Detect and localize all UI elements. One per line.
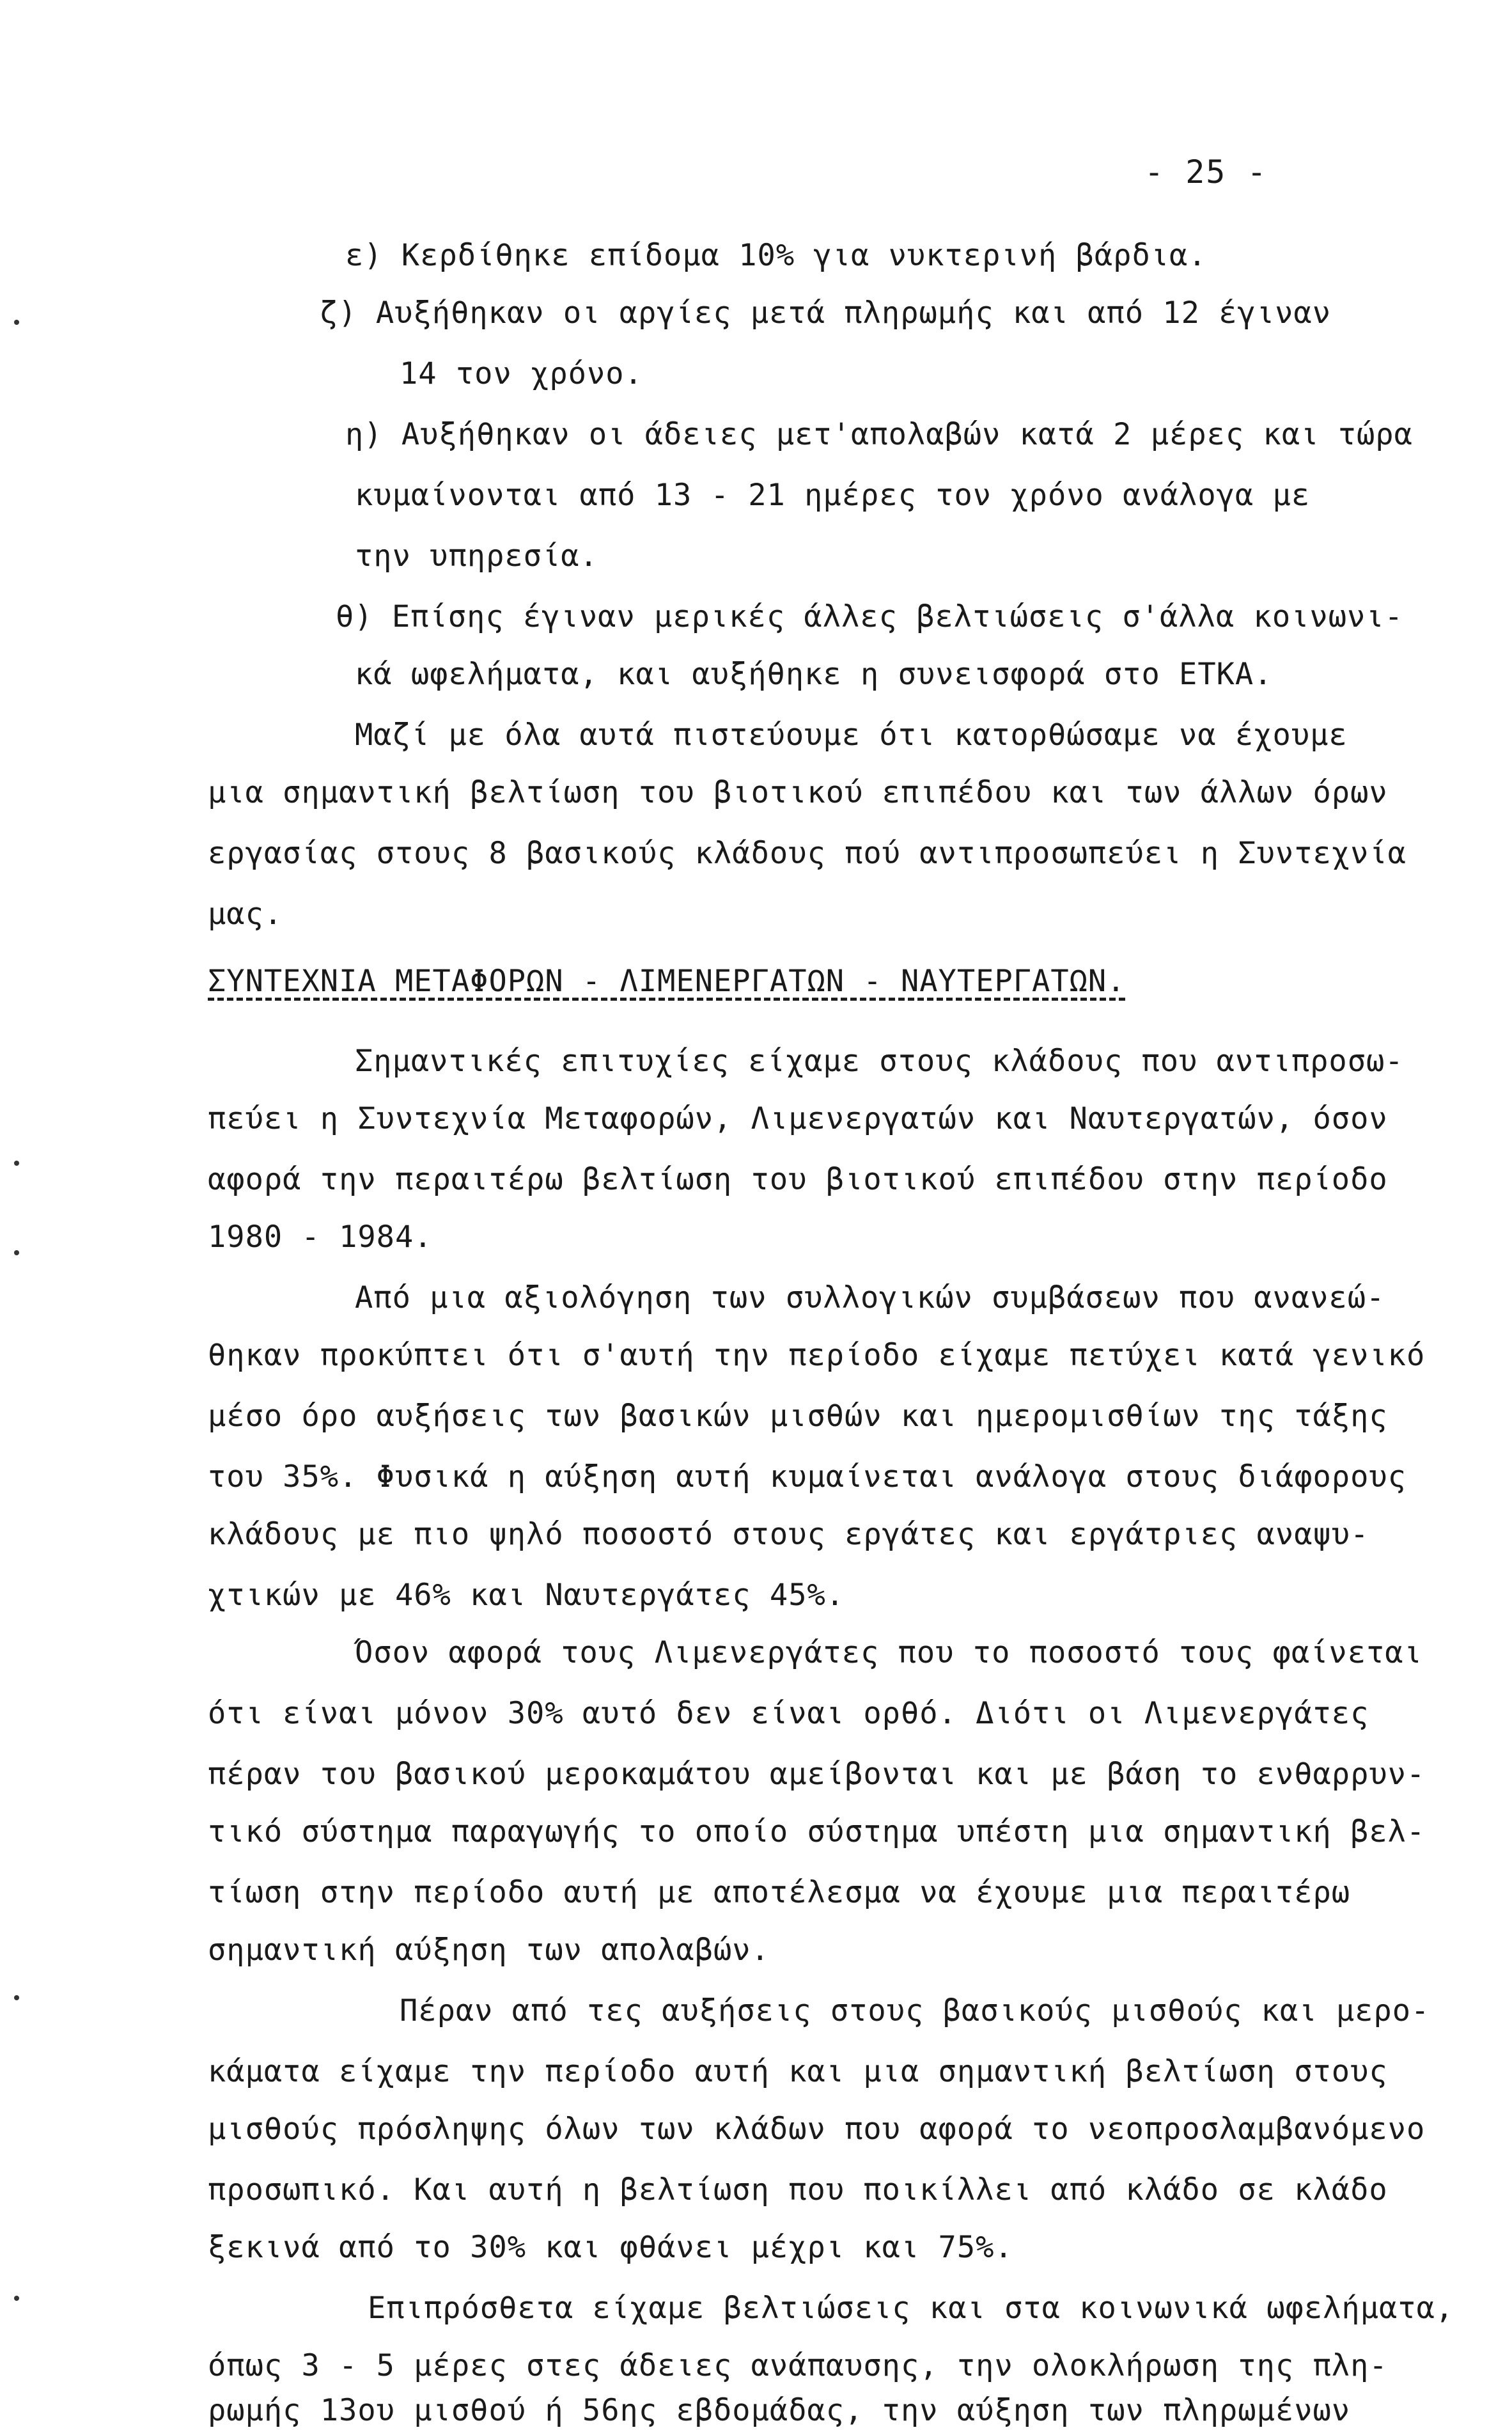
text-line: 14 τον χρόνο.	[400, 356, 643, 391]
text-line: πέραν του βασικού μεροκαμάτου αμείβονται και με βάση το ενθαρρυν-	[208, 1757, 1426, 1792]
text-line: Από μια αξιολόγηση των συλλογικών συμβάσεων που ανανεώ-	[355, 1280, 1385, 1315]
text-line: ε) Κερδίθηκε επίδομα 10% για νυκτερινή βάρδια.	[345, 238, 1207, 273]
section-heading: ΣΥΝΤΕΧΝΙΑ ΜΕΤΑΦΟΡΩΝ - ΛΙΜΕΝΕΡΓΑΤΩΝ - ΝΑΥΤΕΡΓΑΤΩΝ.	[208, 964, 1126, 999]
text-line: Μαζί με όλα αυτά πιστεύουμε ότι κατορθώσαμε να έχουμε	[355, 717, 1348, 753]
text-line: κάματα είχαμε την περίοδο αυτή και μια σημαντική βελτίωση στους	[208, 2054, 1388, 2089]
text-line: Σημαντικές επιτυχίες είχαμε στους κλάδους που αντιπροσω-	[355, 1044, 1404, 1079]
text-line: 1980 - 1984.	[208, 1219, 433, 1255]
scan-speck	[14, 1161, 19, 1166]
text-line: θ) Επίσης έγιναν μερικές άλλες βελτιώσεις σ'άλλα κοινωνι-	[336, 599, 1403, 634]
scan-speck	[14, 1995, 19, 2000]
text-line: όπως 3 - 5 μέρες στες άδειες ανάπαυσης, την ολοκλήρωση της πλη-	[208, 2348, 1388, 2383]
scan-speck	[14, 1250, 19, 1255]
text-line: η) Αυξήθηκαν οι άδειες μετ'απολαβών κατά 2 μέρες και τώρα	[345, 417, 1413, 452]
text-line: τικό σύστημα παραγωγής το οποίο σύστημα υπέστη μια σημαντική βελ-	[208, 1814, 1426, 1849]
text-line: προσωπικό. Και αυτή η βελτίωση που ποικίλλει από κλάδο σε κλάδο	[208, 2172, 1388, 2207]
text-line: Πέραν από τες αυξήσεις στους βασικούς μισθούς και μερο-	[400, 1993, 1430, 2028]
text-line: κυμαίνονται από 13 - 21 ημέρες τον χρόνο ανάλογα με	[355, 478, 1311, 513]
text-line: μισθούς πρόσληψης όλων των κλάδων που αφορά το νεοπροσλαμβανόμενο	[208, 2112, 1426, 2147]
text-line: ξεκινά από το 30% και φθάνει μέχρι και 75%.	[208, 2230, 1013, 2265]
text-line: τίωση στην περίοδο αυτή με αποτέλεσμα να έχουμε μια περαιτέρω	[208, 1875, 1351, 1910]
text-line: θηκαν προκύπτει ότι σ'αυτή την περίοδο είχαμε πετύχει κατά γενικό	[208, 1338, 1426, 1373]
text-line: κά ωφελήματα, και αυξήθηκε η συνεισφορά στο ΕΤΚΑ.	[355, 657, 1273, 692]
text-line: εργασίας στους 8 βασικούς κλάδους πού αντιπροσωπεύει η Συντεχνία	[208, 836, 1407, 871]
text-line: ότι είναι μόνον 30% αυτό δεν είναι ορθό. Διότι οι Λιμενεργάτες	[208, 1696, 1369, 1731]
text-line: κλάδους με πιο ψηλό ποσοστό στους εργάτες και εργάτριες αναψυ-	[208, 1517, 1369, 1552]
text-line: ρωμής 13ου μισθού ή 56ης εβδομάδας, την αύξηση των πληρωμένων	[208, 2393, 1351, 2428]
page-number: - 25 -	[1144, 153, 1268, 191]
text-line: Όσον αφορά τους Λιμενεργάτες που το ποσοστό τους φαίνεται	[355, 1635, 1422, 1670]
text-line: μας.	[208, 897, 283, 932]
text-line: ζ) Αυξήθηκαν οι αργίες μετά πληρωμής και από 12 έγιναν	[320, 295, 1332, 331]
scan-speck	[14, 320, 19, 325]
text-line: μια σημαντική βελτίωση του βιοτικού επιπέδου και των άλλων όρων	[208, 775, 1388, 810]
text-line: πεύει η Συντεχνία Μεταφορών, Λιμενεργατών και Ναυτεργατών, όσον	[208, 1101, 1388, 1136]
text-line: σημαντική αύξηση των απολαβών.	[208, 1932, 770, 1968]
text-line: Επιπρόσθετα είχαμε βελτιώσεις και στα κοινωνικά ωφελήματα,	[368, 2291, 1454, 2326]
text-line: του 35%. Φυσικά η αύξηση αυτή κυμαίνεται ανάλογα στους διάφορους	[208, 1459, 1407, 1494]
text-line: αφορά την περαιτέρω βελτίωση του βιοτικού επιπέδου στην περίοδο	[208, 1162, 1388, 1197]
text-line: χτικών με 46% και Ναυτεργάτες 45%.	[208, 1578, 845, 1613]
text-line: μέσο όρο αυξήσεις των βασικών μισθών και ημερομισθίων της τάξης	[208, 1399, 1388, 1434]
text-line: την υπηρεσία.	[355, 538, 598, 574]
scan-speck	[14, 2296, 19, 2301]
